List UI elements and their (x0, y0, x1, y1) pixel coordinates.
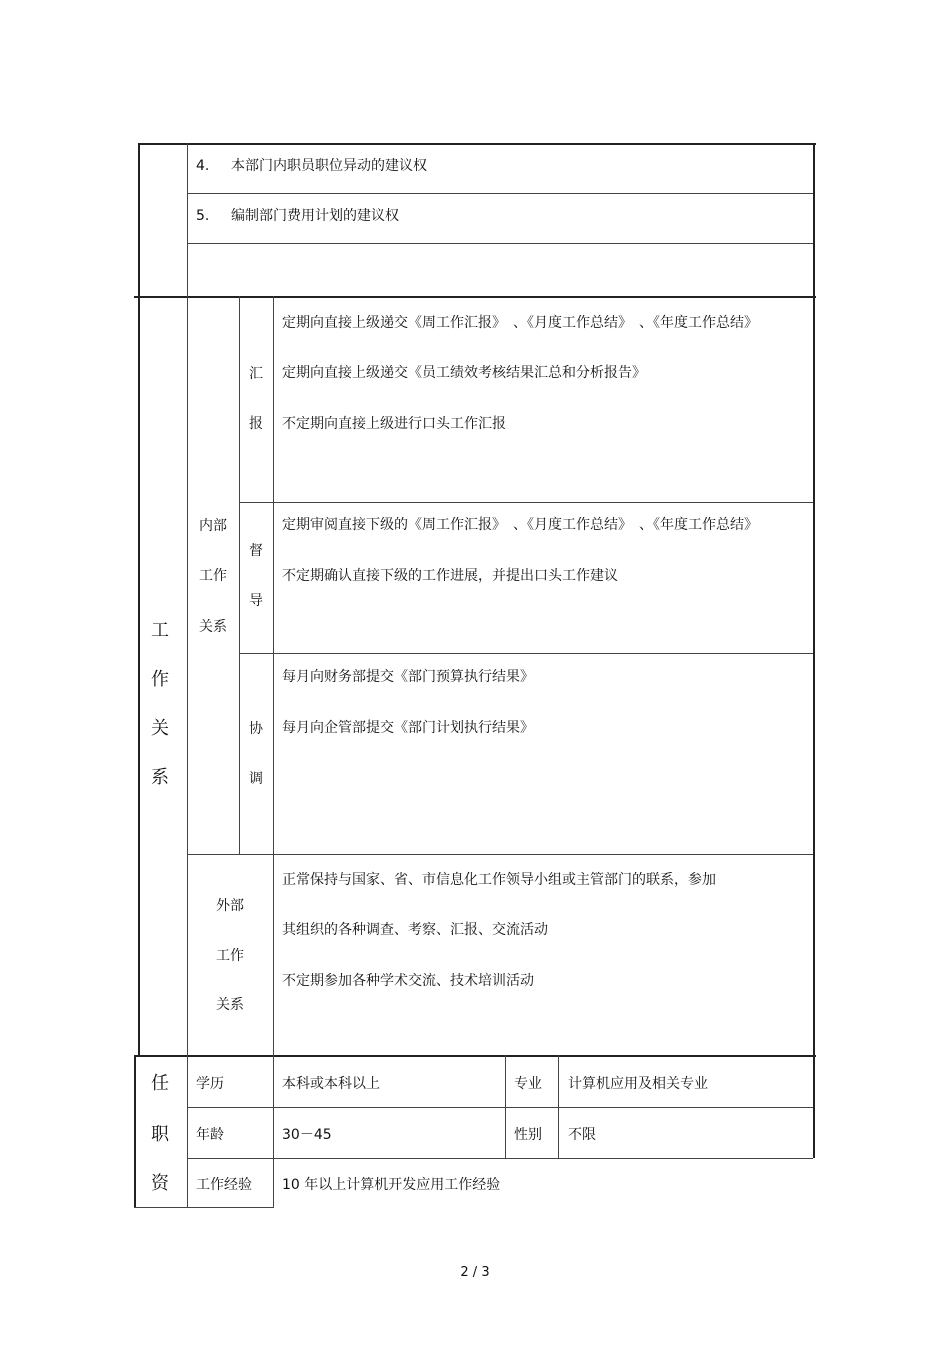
row-divider (134, 1207, 274, 1208)
rights-item-text: 本部门内职员职位异动的建议权 (231, 158, 427, 174)
age-value: 30－45 (282, 1127, 332, 1143)
table-border-left (138, 143, 140, 296)
table-border-top (138, 143, 816, 145)
external-relations-label: 工作 (216, 948, 244, 964)
supervise-label: 导 (249, 593, 263, 609)
section-label-char: 任 (151, 1073, 169, 1094)
external-relations-label: 外部 (216, 898, 244, 914)
row-divider (187, 1158, 813, 1159)
section-label-char: 作 (151, 669, 169, 690)
table-border-right (813, 1055, 815, 1158)
experience-value: 10 年以上计算机开发应用工作经验 (282, 1177, 501, 1193)
coordinate-label: 协 (249, 721, 263, 737)
gender-label: 性别 (514, 1127, 542, 1143)
table-border-left (138, 296, 140, 1056)
education-label: 学历 (196, 1076, 224, 1092)
supervise-label: 督 (249, 543, 263, 559)
rights-item-text: 编制部门费用计划的建议权 (231, 208, 399, 224)
table-divider (273, 1055, 274, 1208)
internal-relations-label: 工作 (199, 568, 227, 584)
table-border-right (813, 296, 815, 1056)
section-label-char: 资 (151, 1173, 169, 1194)
section-label-char: 系 (151, 767, 169, 788)
report-label: 报 (249, 416, 263, 432)
table-divider (187, 296, 188, 1056)
supervise-line: 定期审阅直接下级的《周工作汇报》 、《月度工作总结》 、《年度工作总结》 (282, 517, 758, 533)
report-line: 定期向直接上级递交《周工作汇报》 、《月度工作总结》 、《年度工作总结》 (282, 315, 758, 331)
experience-label: 工作经验 (196, 1177, 252, 1193)
age-label: 年龄 (196, 1127, 224, 1143)
table-divider (187, 143, 188, 296)
rights-item-number: 4. (196, 158, 210, 174)
row-divider (187, 854, 813, 855)
external-line: 正常保持与国家、省、市信息化工作领导小组或主管部门的联系，参加 (282, 872, 716, 888)
coordinate-label: 调 (249, 771, 263, 787)
section-border (134, 296, 816, 298)
gender-value: 不限 (568, 1127, 596, 1143)
major-value: 计算机应用及相关专业 (568, 1076, 708, 1092)
section-label-char: 关 (151, 718, 169, 739)
table-divider (273, 296, 274, 1056)
row-divider (239, 653, 813, 654)
table-divider (239, 296, 240, 854)
page-number: 2 / 3 (460, 1265, 490, 1280)
report-label: 汇 (249, 366, 263, 382)
education-value: 本科或本科以上 (282, 1076, 380, 1092)
table-border-right (813, 143, 815, 296)
external-line: 其组织的各种调查、考察、汇报、交流活动 (282, 922, 548, 938)
major-label: 专业 (514, 1076, 542, 1092)
section-label-char: 工 (151, 620, 169, 641)
internal-relations-label: 内部 (199, 518, 227, 534)
coordinate-line: 每月向财务部提交《部门预算执行结果》 (282, 669, 534, 685)
row-divider (187, 1107, 813, 1108)
external-line: 不定期参加各种学术交流、技术培训活动 (282, 973, 534, 989)
report-line: 定期向直接上级递交《员工绩效考核结果汇总和分析报告》 (282, 365, 646, 381)
section-label-char: 职 (151, 1124, 169, 1145)
supervise-line: 不定期确认直接下级的工作进展，并提出口头工作建议 (282, 568, 618, 584)
table-border-left (134, 1055, 136, 1208)
coordinate-line: 每月向企管部提交《部门计划执行结果》 (282, 720, 534, 736)
rights-item-number: 5. (196, 208, 210, 224)
external-relations-label: 关系 (216, 997, 244, 1013)
section-border (134, 1055, 816, 1057)
row-divider (239, 502, 813, 503)
report-line: 不定期向直接上级进行口头工作汇报 (282, 416, 506, 432)
row-divider (187, 193, 813, 194)
table-divider (187, 1055, 188, 1208)
row-divider (187, 243, 813, 244)
internal-relations-label: 关系 (199, 619, 227, 635)
